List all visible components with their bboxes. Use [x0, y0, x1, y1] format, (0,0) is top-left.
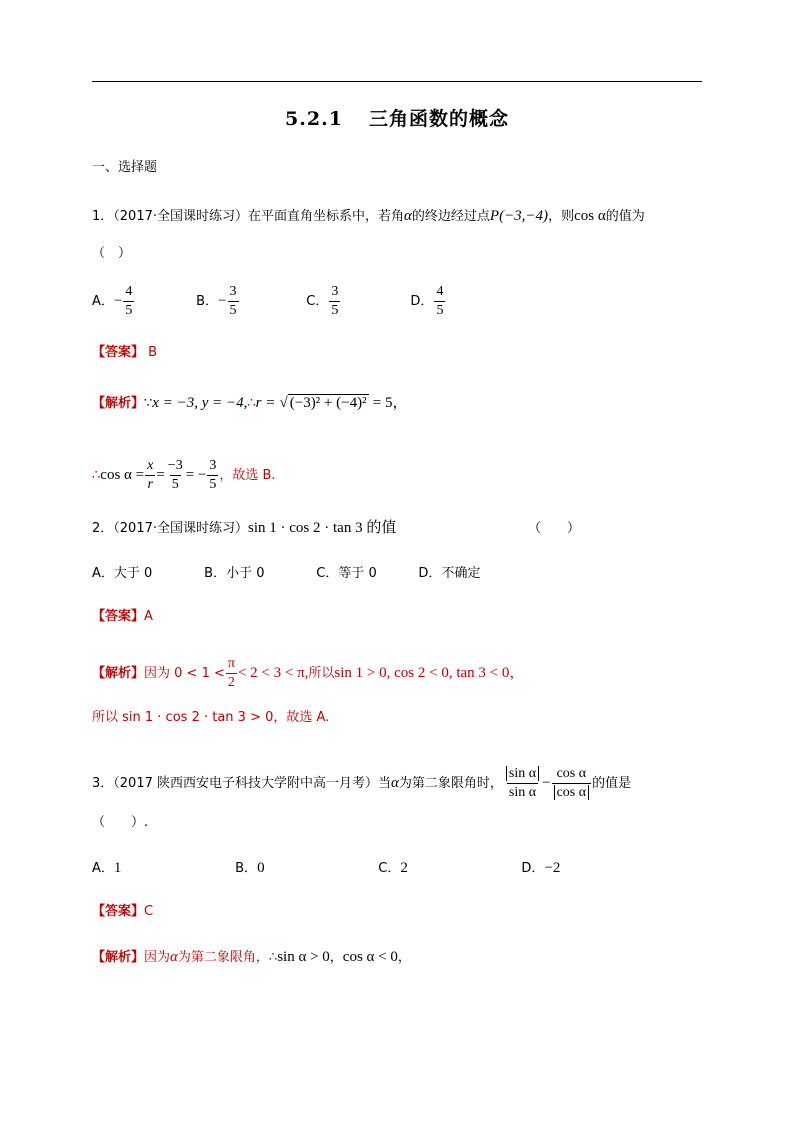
- q3-stem-c: 的值是: [592, 776, 632, 791]
- q1-number: 1．: [92, 209, 114, 224]
- r-label: r =: [255, 395, 276, 411]
- q1-stem-c: ，则: [548, 209, 575, 224]
- option-text: 1: [113, 860, 122, 876]
- cos-negative: cos α < 0: [342, 949, 398, 965]
- minus-sign: −: [542, 775, 551, 791]
- q3-source: （2017 陕西西安电子科技大学附中高一月考）: [113, 776, 378, 791]
- q2-stem: [92, 518, 580, 539]
- option-text: 0: [257, 860, 265, 876]
- title-text: 三角函数的概念: [368, 108, 509, 130]
- q3-option-b: [235, 858, 374, 879]
- comma: ，: [329, 950, 343, 965]
- sin-positive: sin α > 0: [277, 949, 330, 965]
- denominator: cos α: [554, 785, 590, 800]
- option-label: A．: [92, 861, 114, 876]
- equals: =: [156, 467, 165, 483]
- q2-number: 2．: [92, 521, 114, 536]
- option-sign: −: [113, 293, 123, 309]
- denominator: 2: [227, 675, 235, 690]
- q1-cos: cos α: [574, 208, 606, 224]
- sqrt-expression: √ (−3)² + (−4)²: [279, 395, 367, 411]
- numerator: 4: [436, 284, 444, 299]
- q1-point: P(−3,−4): [489, 208, 549, 224]
- section-heading: 一、选择题: [92, 160, 158, 175]
- q1-source: （2017·全国课时练习）: [113, 209, 248, 224]
- page-title: [0, 104, 794, 131]
- option-text: 等于 0: [338, 566, 377, 581]
- analysis-label: 【解析】: [92, 396, 145, 411]
- q2-options: [92, 564, 480, 584]
- q2-expression: sin 1 · cos 2 · tan 3 的值: [248, 520, 397, 536]
- q2-answer: [92, 607, 153, 627]
- numerator: x: [147, 458, 154, 473]
- numerator: cos α: [556, 766, 587, 781]
- q2-option-a: [92, 564, 200, 584]
- analysis-text-d: sin 1 > 0, cos 2 < 0, tan 3 < 0，: [334, 665, 525, 681]
- option-text: 大于 0: [113, 566, 153, 581]
- q1-options: [92, 284, 446, 319]
- fraction-neg3-5: [166, 458, 185, 493]
- q2-option-b: [204, 564, 312, 584]
- q3-stem-b: 为第二象限角时，: [398, 776, 503, 791]
- sqrt-radicand: (−3)² + (−4)²: [289, 395, 367, 411]
- analysis-text-b: < 2 < 3 < π,: [237, 665, 309, 681]
- answer-value: A: [144, 609, 153, 624]
- header-rule: [92, 81, 702, 82]
- denominator: sin α: [508, 785, 537, 800]
- numerator: π: [227, 656, 235, 671]
- q3-alpha: α: [391, 775, 399, 791]
- analysis-label: 【解析】: [92, 950, 145, 965]
- q2-option-d: [418, 564, 480, 584]
- option-text: 2: [400, 860, 408, 876]
- option-label: D．: [410, 294, 434, 309]
- because-symbol: ∵: [144, 396, 153, 411]
- option-sign: −: [218, 293, 227, 309]
- option-label: D．: [521, 861, 545, 876]
- answer-label: 【答案】: [92, 345, 145, 360]
- q2-option-c: [316, 564, 414, 584]
- option-label: A．: [92, 566, 114, 581]
- q3-answer: [92, 902, 153, 922]
- analysis-text-a: 因为: [144, 950, 171, 965]
- analysis-text-a: 因为 0 < 1 <: [144, 666, 225, 681]
- fraction-3-5: [207, 458, 218, 493]
- q1-alpha: α: [404, 208, 412, 224]
- numerator: 3: [331, 284, 339, 299]
- option-fraction: [329, 284, 340, 319]
- q3-alpha: α: [170, 949, 178, 965]
- numerator: sin α: [506, 766, 539, 781]
- option-label: C．: [306, 294, 329, 309]
- q1-analysis-line2: [92, 458, 276, 493]
- analysis-text-c: 所以: [308, 666, 335, 681]
- option-fraction: [228, 284, 239, 319]
- denominator: 5: [171, 477, 179, 492]
- r-result: = 5，: [372, 395, 408, 411]
- option-label: D．: [418, 566, 442, 581]
- q1-option-a: [92, 284, 192, 319]
- conclusion: ，故选 B.: [219, 468, 276, 483]
- q1-option-c: [306, 284, 406, 319]
- option-label: B．: [235, 861, 258, 876]
- q3-option-d: [521, 858, 560, 879]
- q1-xy-values: x = −3, y = −4,: [152, 395, 248, 411]
- option-text: 不确定: [441, 566, 481, 581]
- q1-stem-a: 在平面直角坐标系中，若角: [248, 209, 405, 224]
- q2-source: （2017·全国课时练习）: [113, 521, 248, 536]
- comma: ，: [397, 950, 411, 965]
- option-text: −2: [544, 860, 561, 876]
- q3-analysis: [92, 947, 411, 968]
- denominator: 5: [436, 303, 444, 318]
- q1-option-d: [410, 284, 446, 319]
- q1-option-b: [196, 284, 302, 319]
- q3-number: 3．: [92, 776, 114, 791]
- option-label: A．: [92, 294, 114, 309]
- q1-stem-d: 的值为: [605, 209, 645, 224]
- therefore-symbol: ∴: [92, 468, 101, 483]
- option-label: C．: [316, 566, 339, 581]
- q3-paren: （ ）.: [92, 815, 149, 830]
- answer-value: C: [144, 904, 154, 919]
- q1-stem: [92, 206, 645, 227]
- fraction-x-r: [145, 458, 155, 493]
- option-fraction: [434, 284, 445, 319]
- q1-answer: [92, 343, 157, 363]
- fraction-abs-cos: [552, 766, 592, 801]
- denominator: 5: [125, 303, 133, 318]
- denominator: 5: [229, 303, 237, 318]
- cos-lhs: cos α =: [100, 467, 145, 483]
- denominator: 5: [331, 303, 339, 318]
- analysis-label: 【解析】: [92, 666, 145, 681]
- therefore-symbol: ∴: [268, 950, 278, 965]
- option-text: 小于 0: [226, 566, 265, 581]
- answer-value: B: [148, 345, 158, 360]
- numerator: 3: [209, 458, 217, 473]
- q1-paren: （ ）: [92, 246, 132, 261]
- q2-paren: （ ）: [528, 521, 581, 536]
- denominator: 5: [209, 477, 217, 492]
- q3-option-c: [378, 858, 517, 879]
- denominator: r: [147, 477, 153, 492]
- q3-stem: [92, 766, 631, 801]
- numerator: −3: [167, 458, 183, 473]
- q1-analysis-line1: [92, 393, 407, 414]
- numerator: 3: [229, 284, 237, 299]
- answer-label: 【答案】: [92, 609, 145, 624]
- q1-stem-b: 的终边经过点: [411, 209, 490, 224]
- equals-minus: = −: [185, 467, 207, 483]
- option-label: B．: [196, 294, 219, 309]
- option-label: C．: [378, 861, 401, 876]
- q3-options: [92, 858, 560, 879]
- q2-analysis-line2: 所以 sin 1 · cos 2 · tan 3 > 0，故选 A.: [92, 710, 330, 725]
- option-label: B．: [204, 566, 227, 581]
- q3-stem-a: 当: [378, 776, 392, 791]
- answer-label: 【答案】: [92, 904, 145, 919]
- fraction-abs-sin: [504, 766, 541, 801]
- q3-option-a: [92, 858, 231, 879]
- option-fraction: [123, 284, 134, 319]
- title-number: 5.2.1: [285, 108, 343, 130]
- therefore-symbol: ∴: [247, 396, 256, 411]
- fraction-pi-2: [226, 656, 237, 691]
- analysis-text-b: 为第二象限角，: [177, 950, 269, 965]
- q2-analysis-line1: [92, 656, 524, 691]
- numerator: 4: [125, 284, 133, 299]
